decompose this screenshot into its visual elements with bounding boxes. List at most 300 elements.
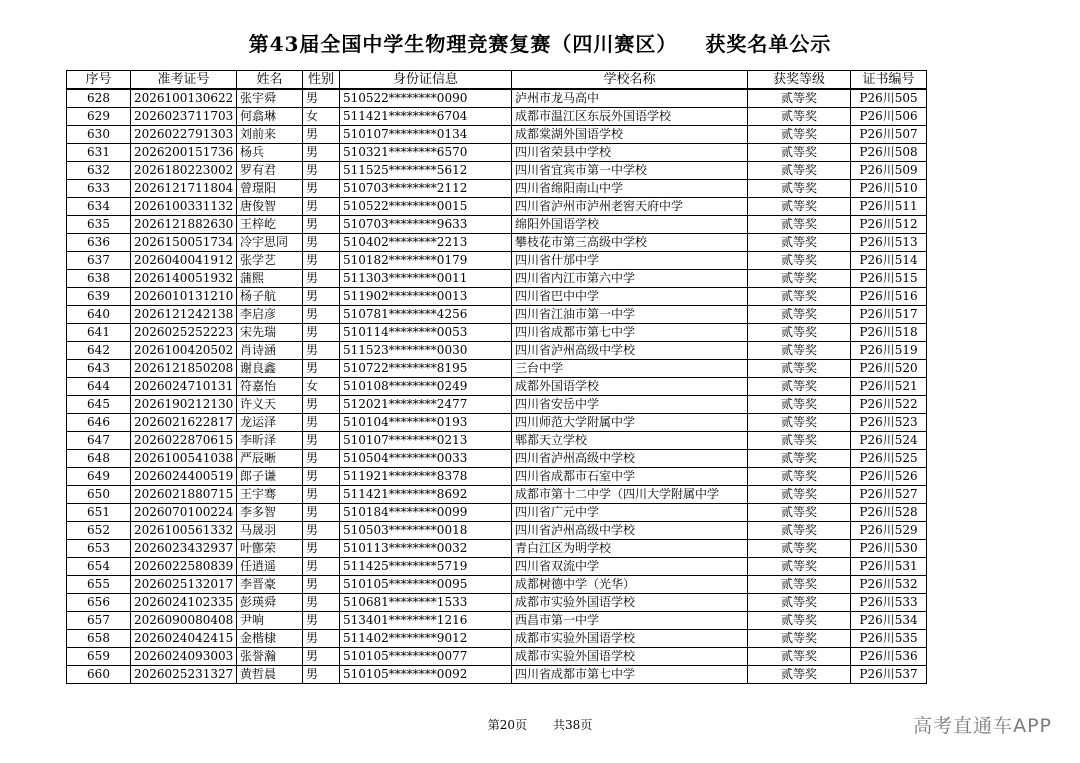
cell-award-level: 贰等奖 [748, 252, 851, 270]
cell-school: 三台中学 [512, 360, 748, 378]
cell-exam-id: 2026090080408 [131, 612, 237, 630]
cell-award-level: 贰等奖 [748, 162, 851, 180]
cell-gender: 男 [303, 252, 340, 270]
header-cell: 学校名称 [512, 71, 748, 90]
cell-name: 李昕泽 [237, 432, 303, 450]
cell-seq: 647 [67, 432, 131, 450]
cell-school: 四川省宜宾市第一中学校 [512, 162, 748, 180]
cell-award-level: 贰等奖 [748, 144, 851, 162]
cell-award-level: 贰等奖 [748, 522, 851, 540]
cell-id-info: 510104********0193 [340, 414, 512, 432]
cell-school: 四川省双流中学 [512, 558, 748, 576]
cell-gender: 男 [303, 576, 340, 594]
cell-name: 郎子谦 [237, 468, 303, 486]
cell-exam-id: 2026150051734 [131, 234, 237, 252]
cell-exam-id: 2026024400519 [131, 468, 237, 486]
cell-seq: 640 [67, 306, 131, 324]
cell-school: 四川省泸州高级中学校 [512, 342, 748, 360]
cell-school: 成都市第十二中学（四川大学附属中学 [512, 486, 748, 504]
cell-cert-no: P26川505 [851, 89, 927, 108]
cell-gender: 女 [303, 378, 340, 396]
cell-school: 四川省什邡中学 [512, 252, 748, 270]
cell-name: 李启彦 [237, 306, 303, 324]
table-row [67, 234, 927, 252]
cell-gender: 男 [303, 486, 340, 504]
table-row [67, 378, 927, 396]
cell-cert-no: P26川524 [851, 432, 927, 450]
cell-exam-id: 2026022870615 [131, 432, 237, 450]
cell-id-info: 511421********6704 [340, 108, 512, 126]
cell-school: 四川省内江市第六中学 [512, 270, 748, 288]
table-row [67, 504, 927, 522]
cell-school: 四川师范大学附属中学 [512, 414, 748, 432]
cell-name: 叶鄫荣 [237, 540, 303, 558]
cell-seq: 636 [67, 234, 131, 252]
cell-name: 王梓屹 [237, 216, 303, 234]
cell-seq: 638 [67, 270, 131, 288]
cell-name: 符嘉怡 [237, 378, 303, 396]
cell-seq: 653 [67, 540, 131, 558]
cell-gender: 男 [303, 288, 340, 306]
cell-id-info: 511421********8692 [340, 486, 512, 504]
cell-id-info: 510321********6570 [340, 144, 512, 162]
table-row [67, 324, 927, 342]
table-row [67, 360, 927, 378]
cell-exam-id: 2026100130622 [131, 89, 237, 108]
table-row [67, 432, 927, 450]
table-row [67, 648, 927, 666]
cell-award-level: 贰等奖 [748, 306, 851, 324]
cell-award-level: 贰等奖 [748, 558, 851, 576]
header-cell: 准考证号 [131, 71, 237, 90]
cell-award-level: 贰等奖 [748, 468, 851, 486]
table-row [67, 540, 927, 558]
cell-name: 冷宇思同 [237, 234, 303, 252]
cell-exam-id: 2026140051932 [131, 270, 237, 288]
cell-id-info: 510108********0249 [340, 378, 512, 396]
cell-award-level: 贰等奖 [748, 378, 851, 396]
cell-gender: 男 [303, 270, 340, 288]
award-roster-table [66, 70, 927, 684]
cell-cert-no: P26川534 [851, 612, 927, 630]
cell-cert-no: P26川526 [851, 468, 927, 486]
table-row [67, 468, 927, 486]
cell-name: 黄哲晨 [237, 666, 303, 684]
cell-award-level: 贰等奖 [748, 666, 851, 684]
cell-school: 成都市实验外国语学校 [512, 648, 748, 666]
cell-exam-id: 2026021880715 [131, 486, 237, 504]
cell-gender: 男 [303, 630, 340, 648]
cell-seq: 652 [67, 522, 131, 540]
cell-cert-no: P26川512 [851, 216, 927, 234]
cell-name: 任逍遥 [237, 558, 303, 576]
table-row [67, 270, 927, 288]
cell-id-info: 510781********4256 [340, 306, 512, 324]
cell-school: 成都市实验外国语学校 [512, 594, 748, 612]
cell-award-level: 贰等奖 [748, 612, 851, 630]
cell-name: 龙运泽 [237, 414, 303, 432]
cell-award-level: 贰等奖 [748, 288, 851, 306]
cell-exam-id: 2026100561332 [131, 522, 237, 540]
cell-cert-no: P26川516 [851, 288, 927, 306]
header-cell: 序号 [67, 71, 131, 90]
cell-name: 李晋豪 [237, 576, 303, 594]
cell-id-info: 510105********0077 [340, 648, 512, 666]
cell-gender: 男 [303, 432, 340, 450]
cell-school: 四川省泸州市泸州老窖天府中学 [512, 198, 748, 216]
cell-school: 攀枝花市第三高级中学校 [512, 234, 748, 252]
cell-name: 张学艺 [237, 252, 303, 270]
cell-award-level: 贰等奖 [748, 432, 851, 450]
cell-id-info: 510703********9633 [340, 216, 512, 234]
cell-award-level: 贰等奖 [748, 396, 851, 414]
cell-id-info: 511523********0030 [340, 342, 512, 360]
header-cell: 姓名 [237, 71, 303, 90]
cell-id-info: 510113********0032 [340, 540, 512, 558]
cell-gender: 男 [303, 162, 340, 180]
cell-seq: 643 [67, 360, 131, 378]
cell-gender: 女 [303, 108, 340, 126]
cell-award-level: 贰等奖 [748, 360, 851, 378]
cell-exam-id: 2026100420502 [131, 342, 237, 360]
cell-gender: 男 [303, 522, 340, 540]
table-row [67, 288, 927, 306]
table-row [67, 486, 927, 504]
cell-seq: 631 [67, 144, 131, 162]
cell-cert-no: P26川510 [851, 180, 927, 198]
table-row [67, 594, 927, 612]
cell-name: 刘前来 [237, 126, 303, 144]
cell-school: 四川省广元中学 [512, 504, 748, 522]
cell-name: 肖诗涵 [237, 342, 303, 360]
cell-seq: 654 [67, 558, 131, 576]
cell-gender: 男 [303, 540, 340, 558]
cell-seq: 644 [67, 378, 131, 396]
cell-id-info: 510105********0092 [340, 666, 512, 684]
table-row [67, 612, 927, 630]
cell-cert-no: P26川509 [851, 162, 927, 180]
cell-id-info: 511402********9012 [340, 630, 512, 648]
cell-school: 绵阳外国语学校 [512, 216, 748, 234]
cell-cert-no: P26川521 [851, 378, 927, 396]
cell-award-level: 贰等奖 [748, 576, 851, 594]
cell-gender: 男 [303, 144, 340, 162]
cell-exam-id: 2026021622817 [131, 414, 237, 432]
cell-seq: 641 [67, 324, 131, 342]
cell-exam-id: 2026180223002 [131, 162, 237, 180]
cell-id-info: 510107********0213 [340, 432, 512, 450]
cell-school: 郫都天立学校 [512, 432, 748, 450]
table-header-row [67, 71, 927, 90]
cell-gender: 男 [303, 234, 340, 252]
cell-award-level: 贰等奖 [748, 126, 851, 144]
title-sub: 获奖名单公示 [705, 32, 832, 56]
cell-gender: 男 [303, 612, 340, 630]
cell-cert-no: P26川525 [851, 450, 927, 468]
cell-school: 西昌市第一中学 [512, 612, 748, 630]
cell-gender: 男 [303, 306, 340, 324]
cell-school: 成都树德中学（光华） [512, 576, 748, 594]
cell-exam-id: 2026025231327 [131, 666, 237, 684]
cell-award-level: 贰等奖 [748, 630, 851, 648]
cell-id-info: 512021********2477 [340, 396, 512, 414]
cell-cert-no: P26川515 [851, 270, 927, 288]
cell-name: 蒲熙 [237, 270, 303, 288]
cell-cert-no: P26川514 [851, 252, 927, 270]
cell-seq: 645 [67, 396, 131, 414]
cell-seq: 649 [67, 468, 131, 486]
cell-school: 成都市实验外国语学校 [512, 630, 748, 648]
cell-gender: 男 [303, 126, 340, 144]
cell-id-info: 511902********0013 [340, 288, 512, 306]
cell-seq: 635 [67, 216, 131, 234]
cell-gender: 男 [303, 504, 340, 522]
cell-name: 宋先瑞 [237, 324, 303, 342]
cell-exam-id: 2026190212130 [131, 396, 237, 414]
cell-id-info: 511303********0011 [340, 270, 512, 288]
cell-seq: 650 [67, 486, 131, 504]
table-row [67, 252, 927, 270]
cell-gender: 男 [303, 89, 340, 108]
cell-cert-no: P26川506 [851, 108, 927, 126]
table-row [67, 89, 927, 108]
table-row [67, 414, 927, 432]
cell-gender: 男 [303, 558, 340, 576]
table-row [67, 306, 927, 324]
cell-school: 四川省巴中中学 [512, 288, 748, 306]
cell-gender: 男 [303, 594, 340, 612]
cell-exam-id: 2026200151736 [131, 144, 237, 162]
cell-school: 四川省荣县中学校 [512, 144, 748, 162]
cell-school: 四川省成都市第七中学 [512, 324, 748, 342]
cell-award-level: 贰等奖 [748, 216, 851, 234]
cell-cert-no: P26川519 [851, 342, 927, 360]
cell-gender: 男 [303, 198, 340, 216]
cell-id-info: 510681********1533 [340, 594, 512, 612]
cell-name: 杨兵 [237, 144, 303, 162]
cell-cert-no: P26川508 [851, 144, 927, 162]
cell-award-level: 贰等奖 [748, 486, 851, 504]
cell-award-level: 贰等奖 [748, 414, 851, 432]
title-main: 第43届全国中学生物理竞赛复赛（四川赛区） [248, 32, 678, 56]
cell-award-level: 贰等奖 [748, 540, 851, 558]
cell-seq: 659 [67, 648, 131, 666]
cell-award-level: 贰等奖 [748, 89, 851, 108]
cell-award-level: 贰等奖 [748, 648, 851, 666]
cell-name: 许义天 [237, 396, 303, 414]
cell-cert-no: P26川529 [851, 522, 927, 540]
page-total: 共38页 [553, 718, 593, 732]
cell-award-level: 贰等奖 [748, 342, 851, 360]
cell-exam-id: 2026023711703 [131, 108, 237, 126]
cell-cert-no: P26川513 [851, 234, 927, 252]
cell-cert-no: P26川528 [851, 504, 927, 522]
table-row [67, 666, 927, 684]
cell-seq: 656 [67, 594, 131, 612]
cell-id-info: 510522********0090 [340, 89, 512, 108]
cell-school: 成都外国语学校 [512, 378, 748, 396]
table-row [67, 108, 927, 126]
document-title [0, 28, 1080, 57]
cell-award-level: 贰等奖 [748, 450, 851, 468]
cell-name: 王宇骞 [237, 486, 303, 504]
cell-id-info: 510722********8195 [340, 360, 512, 378]
cell-name: 彭瑛舜 [237, 594, 303, 612]
cell-school: 四川省泸州高级中学校 [512, 450, 748, 468]
cell-exam-id: 2026025132017 [131, 576, 237, 594]
cell-id-info: 510182********0179 [340, 252, 512, 270]
cell-name: 曾璟阳 [237, 180, 303, 198]
cell-gender: 男 [303, 468, 340, 486]
cell-exam-id: 2026022580839 [131, 558, 237, 576]
table-row [67, 342, 927, 360]
cell-award-level: 贰等奖 [748, 270, 851, 288]
cell-exam-id: 2026040041912 [131, 252, 237, 270]
cell-id-info: 510503********0018 [340, 522, 512, 540]
cell-exam-id: 2026024042415 [131, 630, 237, 648]
cell-seq: 648 [67, 450, 131, 468]
cell-exam-id: 2026121711804 [131, 180, 237, 198]
cell-exam-id: 2026121850208 [131, 360, 237, 378]
table-body [67, 89, 927, 684]
cell-name: 张誉瀚 [237, 648, 303, 666]
cell-seq: 630 [67, 126, 131, 144]
cell-award-level: 贰等奖 [748, 504, 851, 522]
cell-seq: 658 [67, 630, 131, 648]
cell-exam-id: 2026100331132 [131, 198, 237, 216]
cell-school: 四川省绵阳南山中学 [512, 180, 748, 198]
cell-id-info: 510522********0015 [340, 198, 512, 216]
watermark-text: 高考直通车APP [913, 715, 1052, 737]
cell-award-level: 贰等奖 [748, 180, 851, 198]
cell-exam-id: 2026023432937 [131, 540, 237, 558]
cell-cert-no: P26川520 [851, 360, 927, 378]
cell-school: 四川省成都市石室中学 [512, 468, 748, 486]
table-row [67, 144, 927, 162]
cell-school: 四川省安岳中学 [512, 396, 748, 414]
table-row [67, 396, 927, 414]
table-row [67, 576, 927, 594]
cell-cert-no: P26川533 [851, 594, 927, 612]
cell-seq: 637 [67, 252, 131, 270]
header-cell: 证书编号 [851, 71, 927, 90]
cell-seq: 651 [67, 504, 131, 522]
table-row [67, 522, 927, 540]
table-row [67, 558, 927, 576]
cell-exam-id: 2026010131210 [131, 288, 237, 306]
cell-seq: 660 [67, 666, 131, 684]
cell-id-info: 510402********2213 [340, 234, 512, 252]
cell-award-level: 贰等奖 [748, 594, 851, 612]
cell-gender: 男 [303, 450, 340, 468]
cell-name: 尹响 [237, 612, 303, 630]
cell-cert-no: P26川511 [851, 198, 927, 216]
cell-id-info: 511921********8378 [340, 468, 512, 486]
cell-seq: 633 [67, 180, 131, 198]
cell-cert-no: P26川535 [851, 630, 927, 648]
cell-award-level: 贰等奖 [748, 198, 851, 216]
cell-id-info: 510184********0099 [340, 504, 512, 522]
cell-name: 唐俊智 [237, 198, 303, 216]
cell-gender: 男 [303, 666, 340, 684]
cell-exam-id: 2026100541038 [131, 450, 237, 468]
cell-id-info: 510114********0053 [340, 324, 512, 342]
cell-id-info: 511425********5719 [340, 558, 512, 576]
cell-id-info: 510703********2112 [340, 180, 512, 198]
cell-seq: 629 [67, 108, 131, 126]
cell-cert-no: P26川522 [851, 396, 927, 414]
table-row [67, 630, 927, 648]
cell-award-level: 贰等奖 [748, 324, 851, 342]
cell-seq: 639 [67, 288, 131, 306]
cell-name: 马晟羽 [237, 522, 303, 540]
cell-award-level: 贰等奖 [748, 108, 851, 126]
table-row [67, 198, 927, 216]
cell-id-info: 510105********0095 [340, 576, 512, 594]
cell-gender: 男 [303, 216, 340, 234]
cell-name: 严辰晰 [237, 450, 303, 468]
cell-id-info: 513401********1216 [340, 612, 512, 630]
cell-cert-no: P26川532 [851, 576, 927, 594]
cell-exam-id: 2026121242138 [131, 306, 237, 324]
cell-seq: 646 [67, 414, 131, 432]
cell-seq: 657 [67, 612, 131, 630]
cell-name: 杨子航 [237, 288, 303, 306]
page-number: 第20页 [487, 718, 527, 732]
table-row [67, 450, 927, 468]
cell-seq: 628 [67, 89, 131, 108]
cell-name: 金楷棣 [237, 630, 303, 648]
cell-school: 四川省江油市第一中学 [512, 306, 748, 324]
cell-cert-no: P26川518 [851, 324, 927, 342]
cell-cert-no: P26川523 [851, 414, 927, 432]
cell-school: 四川省成都市第七中学 [512, 666, 748, 684]
cell-exam-id: 2026024102335 [131, 594, 237, 612]
cell-school: 成都棠湖外国语学校 [512, 126, 748, 144]
table-row [67, 162, 927, 180]
cell-exam-id: 2026024710131 [131, 378, 237, 396]
cell-seq: 642 [67, 342, 131, 360]
cell-exam-id: 2026024093003 [131, 648, 237, 666]
cell-school: 泸州市龙马高中 [512, 89, 748, 108]
header-cell: 性别 [303, 71, 340, 90]
cell-id-info: 511525********5612 [340, 162, 512, 180]
cell-gender: 男 [303, 414, 340, 432]
cell-cert-no: P26川530 [851, 540, 927, 558]
cell-gender: 男 [303, 324, 340, 342]
cell-school: 青白江区为明学校 [512, 540, 748, 558]
cell-cert-no: P26川531 [851, 558, 927, 576]
cell-cert-no: P26川537 [851, 666, 927, 684]
cell-cert-no: P26川507 [851, 126, 927, 144]
cell-cert-no: P26川517 [851, 306, 927, 324]
cell-name: 罗有君 [237, 162, 303, 180]
table-row [67, 180, 927, 198]
cell-name: 李多智 [237, 504, 303, 522]
header-cell: 身份证信息 [340, 71, 512, 90]
cell-gender: 男 [303, 396, 340, 414]
cell-name: 何翕琳 [237, 108, 303, 126]
cell-seq: 655 [67, 576, 131, 594]
cell-exam-id: 2026022791303 [131, 126, 237, 144]
cell-seq: 634 [67, 198, 131, 216]
cell-id-info: 510107********0134 [340, 126, 512, 144]
cell-cert-no: P26川527 [851, 486, 927, 504]
cell-exam-id: 2026070100224 [131, 504, 237, 522]
cell-gender: 男 [303, 360, 340, 378]
cell-seq: 632 [67, 162, 131, 180]
cell-name: 谢良鑫 [237, 360, 303, 378]
